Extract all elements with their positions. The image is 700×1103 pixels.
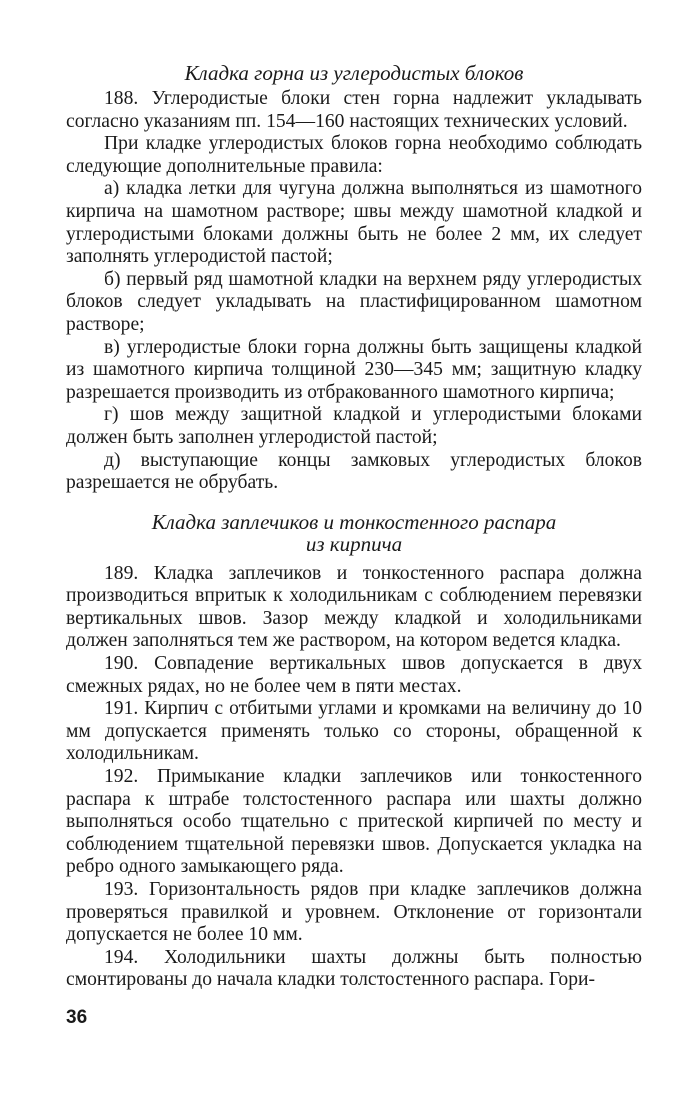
section-heading-bosh-line2: из кирпича [305, 531, 403, 556]
rule-item-b: б) первый ряд шамотной кладки на верхнем ряду углеродистых блоков следует укладывать на пластифицированном шамотном растворе; [66, 268, 642, 335]
paragraph-193: 193. Горизонтальность рядов при кладке заплечиков должна проверяться правилкой и уровнем. Отклонение от горизонтали допускается не более 10 мм. [66, 879, 642, 946]
paragraph-188: 188. Углеродистые блоки стен горна надлежит укладывать согласно указаниям пп. 154—160 настоящих технических условий. [66, 88, 642, 132]
paragraph-rules-intro: При кладке углеродистых блоков горна необходимо соблюдать следующие дополнительные правила: [66, 133, 642, 177]
paragraph-192: 192. Примыкание кладки заплечиков или тонкостенного распара к штрабе толстостенного распара или шахты должно выполняться особо тщательно с притеской кирпичей по месту и соблюдением тщательной перевязки швов. Допускается укладка на ребро одного замыкающего ряда. [66, 766, 642, 878]
rule-item-v: в) углеродистые блоки горна должны быть защищены кладкой из шамотного кирпича толщиной 230—345 мм; защитную кладку разрешается производить из отбракованного шамотного кирпича; [66, 336, 642, 403]
page-number: 36 [66, 1007, 88, 1028]
rule-item-a: а) кладка летки для чугуна должна выполняться из шамотного кирпича на шамотном растворе; швы между шамотной кладкой и углеродистыми блоками должны быть не более 2 мм, их следует заполнять углеродистой пастой; [66, 178, 642, 268]
section-heading-bosh [66, 511, 642, 555]
page-content [66, 62, 642, 992]
rule-item-d: д) выступающие концы замковых углеродистых блоков разрешается не обрубать. [66, 449, 642, 494]
paragraph-191: 191. Кирпич с отбитыми углами и кромками на величину до 10 мм допускается применять только со стороны, обращенной к холодильникам. [66, 698, 642, 765]
rule-item-g: г) шов между защитной кладкой и углеродистыми блоками должен быть заполнен углеродистой пастой; [66, 404, 642, 448]
paragraph-189: 189. Кладка заплечиков и тонкостенного распара должна производиться впритык к холодильникам с соблюдением перевязки вертикальных швов. Зазор между кладкой и холодильниками должен заполняться тем же раствором, на котором ведется кладка. [66, 562, 642, 652]
section-heading-bosh-line1: Кладка заплечиков и тонкостенного распара [151, 509, 557, 534]
paragraph-194: 194. Холодильники шахты должны быть полностью смонтированы до начала кладки толстостенного распара. Гори- [66, 946, 642, 991]
section-heading-hearth: Кладка горна из углеродистых блоков [184, 61, 524, 85]
paragraph-190: 190. Совпадение вертикальных швов допускается в двух смежных рядах, но не более чем в пяти местах. [66, 653, 642, 697]
